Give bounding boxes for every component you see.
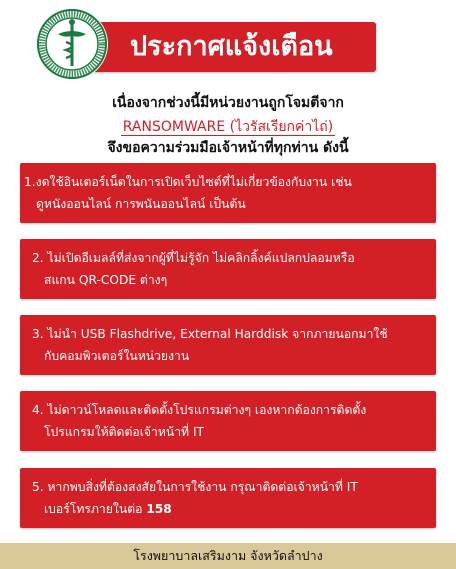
notice-item-1-line2: ดูหนังออนไลน์ การพนันออนไลน์ เป็นต้น (36, 197, 246, 211)
notice-item-2 (20, 239, 436, 299)
notice-item-2-line2: สแกน QR-CODE ต่างๆ (44, 273, 168, 287)
intro-ransomware-line (0, 116, 456, 138)
ministry-of-public-health-seal-icon (36, 8, 108, 80)
page-title: ประกาศแจ้งเตือน (130, 31, 333, 62)
intro-line-3: จึงขอความร่วมมือเจ้าหน้าที่ทุกท่าน ดังนี้ (107, 140, 349, 156)
notice-item-4-line2: โปรแกรมให้ติดต่อเจ้าหน้าที่ IT (44, 425, 204, 439)
notice-item-3-line1: 3. ไม่นำ USB Flashdrive, External Harddisk จากภายนอกมาใช้ (32, 327, 388, 341)
notice-item-4-line1: 4. ไม่ดาวน์โหลดและติดตั้งโปรแกรมต่างๆ เองหากต้องการติดตั้ง (32, 403, 367, 417)
phone-extension-number: 158 (146, 502, 172, 516)
footer-hospital-name: โรงพยาบาลเสริมงาม จังหวัดลำปาง (0, 543, 456, 569)
title-banner (78, 22, 376, 72)
notice-item-3 (20, 315, 436, 375)
phone-extension-label: เบอร์โทรภายในต่อ (44, 502, 143, 516)
notice-item-3-line2: กับคอมพิวเตอร์ในหน่วยงาน (44, 349, 190, 363)
notice-item-5 (20, 468, 436, 528)
notice-item-1 (20, 163, 436, 223)
poster-header (36, 8, 376, 80)
ransomware-label: RANSOMWARE (ไวรัสเรียกค่าไถ่) (122, 119, 334, 135)
intro-line-1: เนื่องจากช่วงนี้มีหน่วยงานถูกโจมตีจาก (112, 95, 344, 111)
notice-item-5-line1: 5. หากพบสิ่งที่ต้องสงสัยในการใช้งาน กรุณาติดต่อเจ้าหน้าที่ IT (32, 480, 358, 494)
notice-item-2-line1: 2. ไม่เปิดอีเมลล์ที่ส่งจากผู้ที่ไม่รู้จัก ไม่คลิกลิ้งค์แปลกปลอมหรือ (32, 251, 355, 265)
notice-item-4 (20, 391, 436, 451)
notice-item-5-line2 (32, 498, 424, 520)
notice-item-1-line1: 1.งดใช้อินเตอร์เน็ตในการเปิดเว็บไซต์ที่ไม่เกี่ยวข้องกับงาน เช่น (24, 175, 352, 189)
